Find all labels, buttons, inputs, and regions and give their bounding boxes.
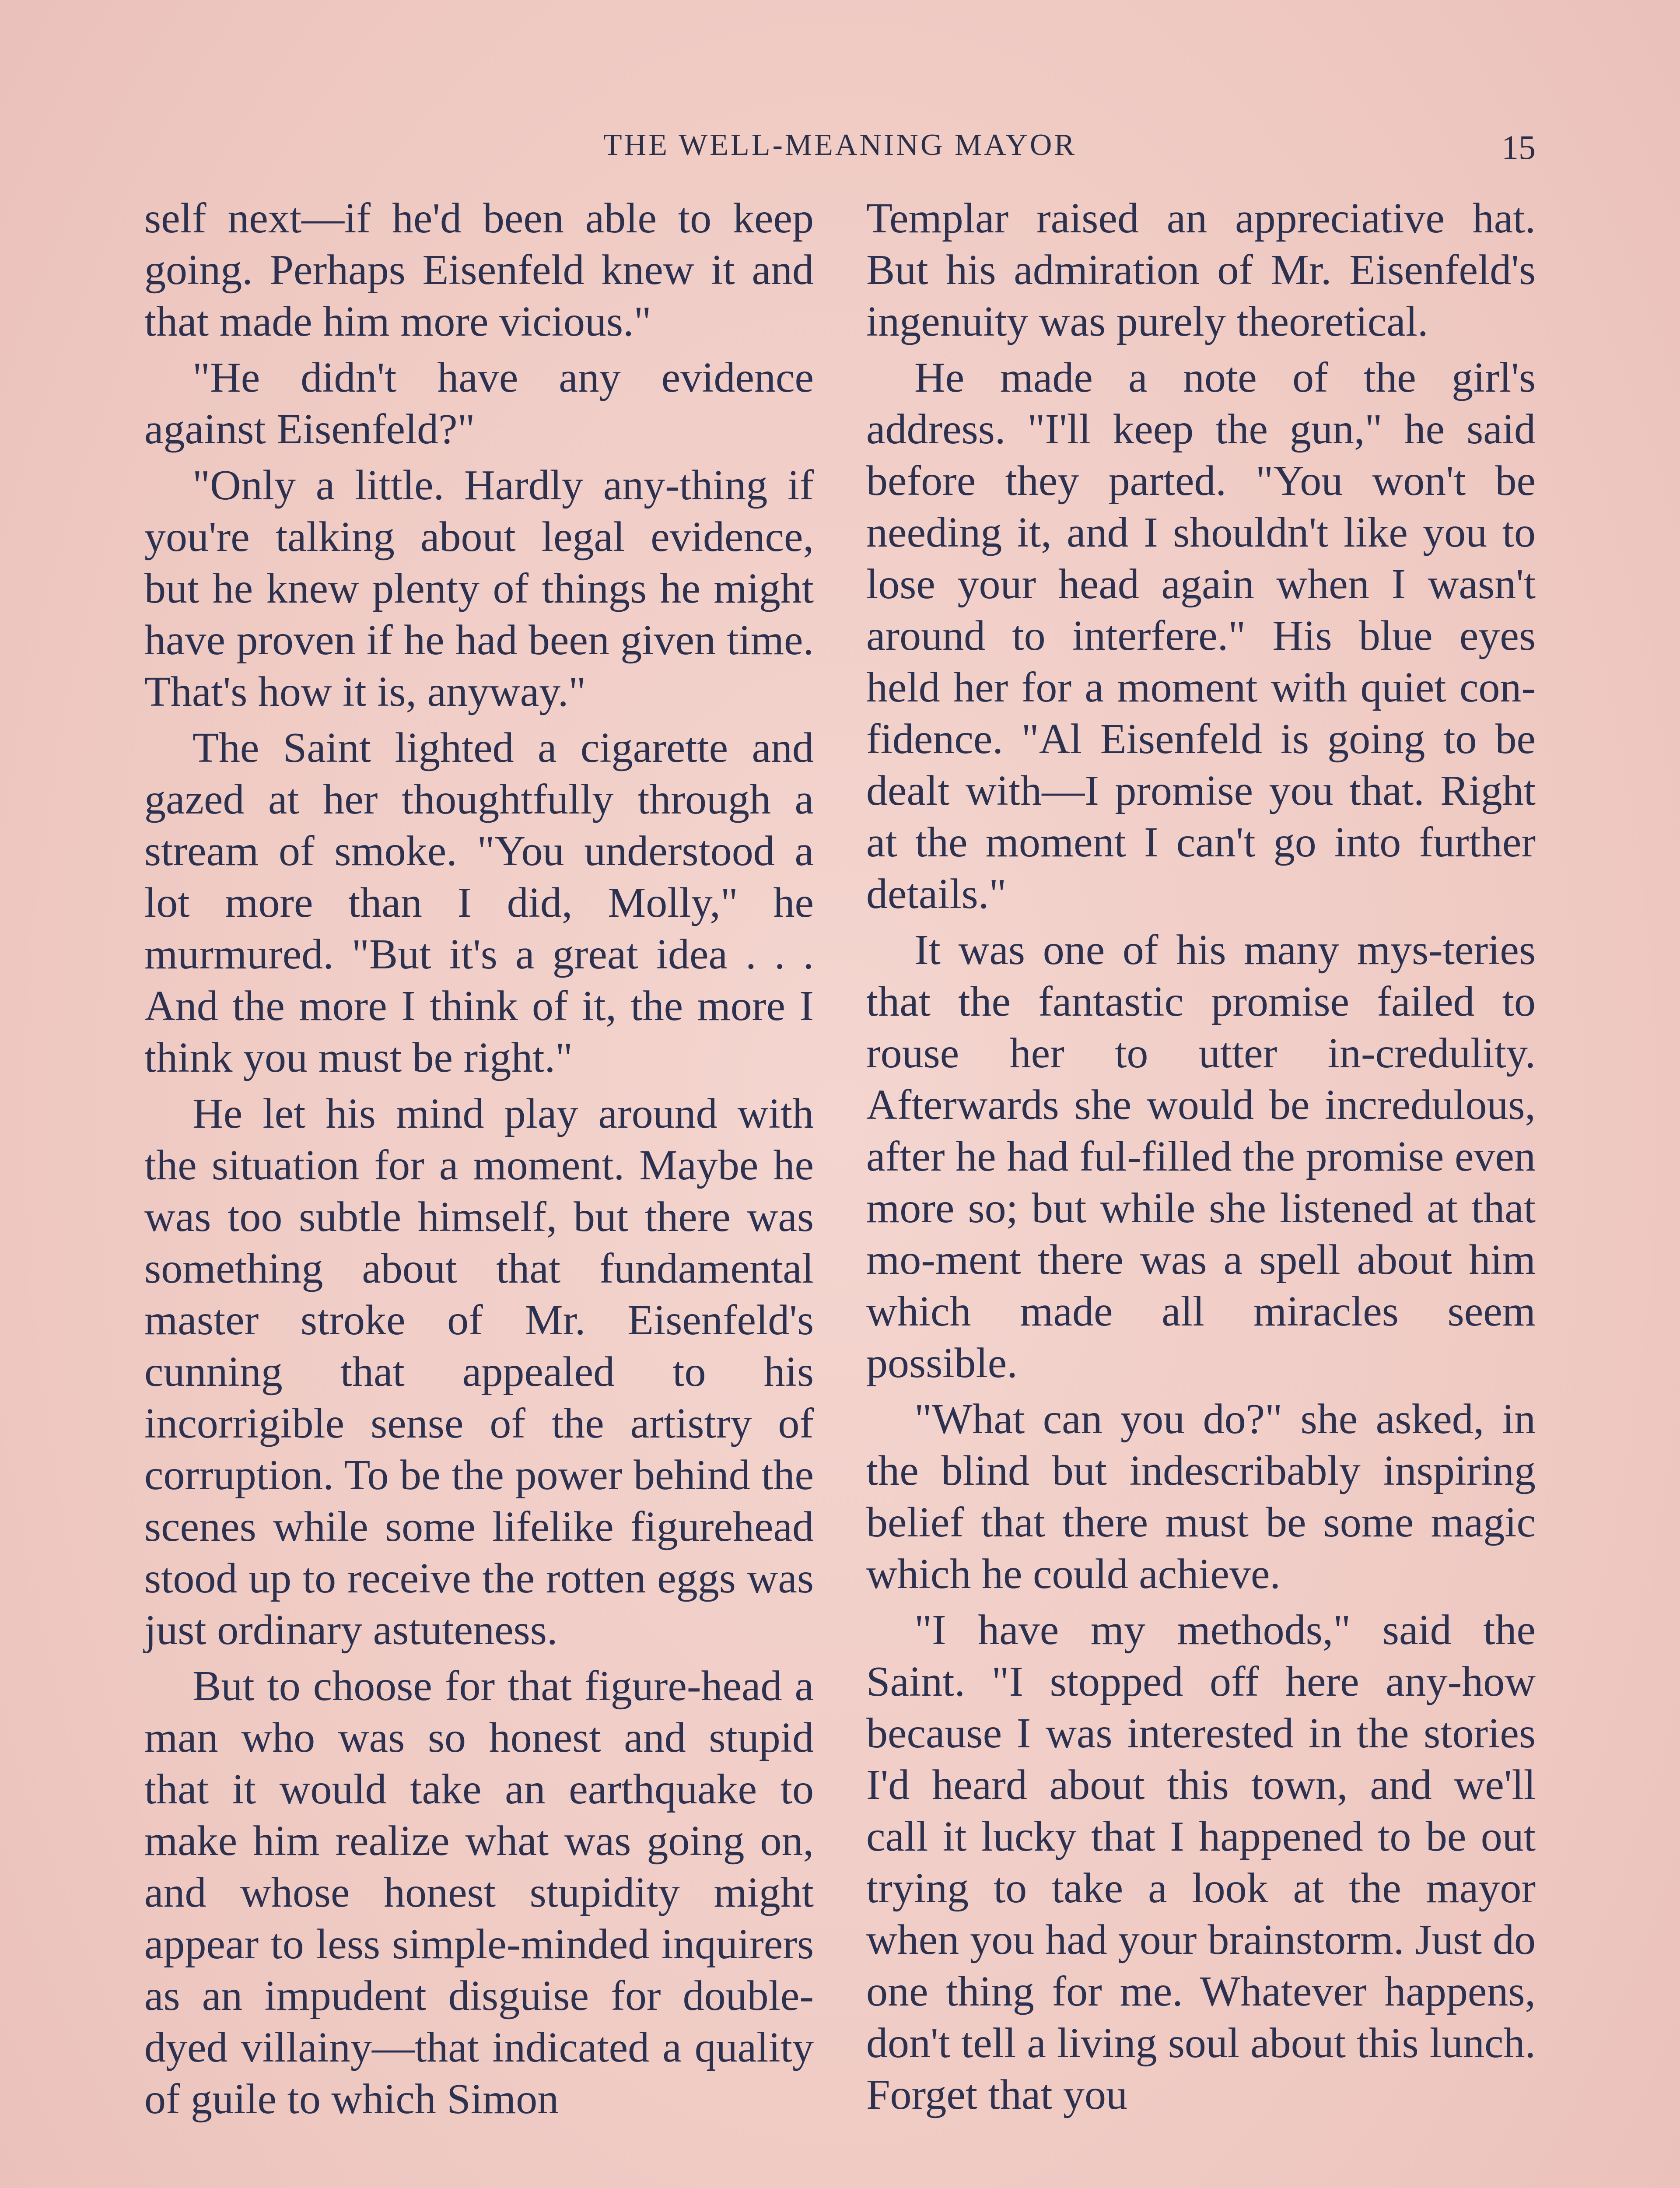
paragraph: Templar raised an appreciative hat. But his admiration of Mr. Eisenfeld's ingenuity was purely theoretical. xyxy=(866,195,1536,345)
left-column xyxy=(144,193,814,2129)
paragraph: "I have my methods," said the Saint. "I stopped off here any-how because I was interested in the stories I'd heard about this town, and we'll call it lucky that I happened to be out trying to take a look at the mayor when you had your brainstorm. Just do one thing for me. Whatever happens, don't tell a living soul about this lunch. Forget that you xyxy=(866,1606,1536,2118)
paragraph: It was one of his many mys-teries that the fantastic promise failed to rouse her to utter in-credulity. Afterwards she would be incredulous, after he had ful-filled the promise even more so; but while she listened at that mo-ment there was a spell about him which made all miracles seem possible. xyxy=(866,926,1536,1387)
page-number: 15 xyxy=(1502,128,1536,166)
paragraph: self next—if he'd been able to keep going. Perhaps Eisenfeld knew it and that made him more vicious." xyxy=(144,195,814,345)
paragraph: "What can you do?" she asked, in the blind but indescribably inspiring belief that there must be some magic which he could achieve. xyxy=(866,1396,1536,1598)
paragraph: He made a note of the girl's address. "I'll keep the gun," he said before they parted. "You won't be needing it, and I shouldn't like you to lose your head again when I wasn't around to interfere." His blue eyes held her for a moment with quiet con-fidence. "Al Eisenfeld is going to be dealt with—I promise you that. Right at the moment I can't go into further details." xyxy=(866,354,1536,918)
paragraph: But to choose for that figure-head a man who was so honest and stupid that it would take an earthquake to make him realize what was going on, and whose honest stupidity might appear to less simple-minded inquirers as an impudent disguise for double-dyed villainy—that indicated a quality of guile to which Simon xyxy=(144,1662,814,2123)
paragraph: The Saint lighted a cigarette and gazed at her thoughtfully through a stream of smoke. "You understood a lot more than I did, Molly," he murmured. "But it's a great idea . . . And the more I think of it, the more I think you must be right." xyxy=(144,724,814,1081)
right-column xyxy=(866,193,1536,2125)
paragraph: "He didn't have any evidence against Eisenfeld?" xyxy=(144,354,814,453)
page-header xyxy=(144,128,1536,176)
running-title: THE WELL-MEANING MAYOR xyxy=(603,128,1077,162)
paragraph: "Only a little. Hardly any-thing if you're talking about legal evidence, but he knew plenty of things he might have proven if he had been given time. That's how it is, anyway." xyxy=(144,462,814,715)
paragraph: He let his mind play around with the situation for a moment. Maybe he was too subtle himself, but there was something about that fundamental master stroke of Mr. Eisenfeld's cunning that appealed to his incorrigible sense of the artistry of corruption. To be the power behind the scenes while some lifelike figurehead stood up to receive the rotten eggs was just ordinary astuteness. xyxy=(144,1090,814,1654)
